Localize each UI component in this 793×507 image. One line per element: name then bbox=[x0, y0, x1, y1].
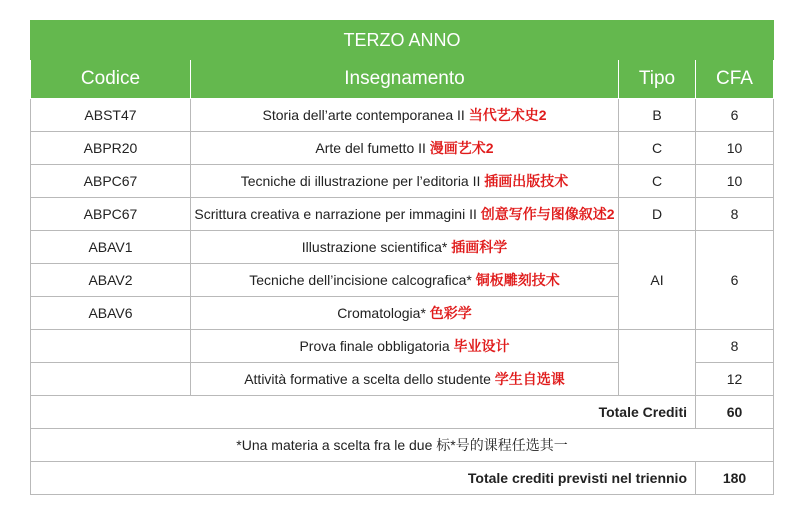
course-name-cn: 色彩学 bbox=[429, 305, 472, 321]
course-type bbox=[619, 330, 696, 396]
course-type: B bbox=[619, 99, 696, 132]
triennium-total-value: 180 bbox=[696, 462, 774, 495]
course-name bbox=[191, 198, 619, 231]
course-name bbox=[191, 99, 619, 132]
course-name-it: Illustrazione scientifica* bbox=[301, 239, 448, 255]
course-code: ABPC67 bbox=[31, 198, 191, 231]
total-credits-row bbox=[31, 396, 774, 429]
table-title: TERZO ANNO bbox=[31, 21, 774, 60]
course-name bbox=[191, 363, 619, 396]
course-name bbox=[191, 297, 619, 330]
table-row bbox=[31, 132, 774, 165]
course-name-cn: 毕业设计 bbox=[453, 338, 510, 354]
course-name bbox=[191, 165, 619, 198]
elective-cfa: 6 bbox=[696, 231, 774, 330]
course-type: C bbox=[619, 132, 696, 165]
course-code bbox=[31, 363, 191, 396]
course-name-cn: 创意写作与图像叙述2 bbox=[480, 206, 615, 222]
course-code: ABPR20 bbox=[31, 132, 191, 165]
elective-note: *Una materia a scelta fra le due 标*号的课程任选其一 bbox=[31, 429, 774, 462]
course-name-it: Tecniche di illustrazione per l’editoria II bbox=[240, 173, 481, 189]
course-code: ABAV6 bbox=[31, 297, 191, 330]
course-code bbox=[31, 330, 191, 363]
course-cfa: 8 bbox=[696, 198, 774, 231]
course-name-cn: 铜板雕刻技术 bbox=[475, 272, 560, 288]
table-row bbox=[31, 330, 774, 363]
course-type: D bbox=[619, 198, 696, 231]
course-name-cn: 学生自选课 bbox=[494, 371, 565, 387]
course-code: ABAV2 bbox=[31, 264, 191, 297]
course-name-it: Prova finale obbligatoria bbox=[299, 338, 450, 354]
course-code: ABST47 bbox=[31, 99, 191, 132]
course-cfa: 10 bbox=[696, 165, 774, 198]
note-row bbox=[31, 429, 774, 462]
table-row bbox=[31, 198, 774, 231]
header-subject: Insegnamento bbox=[191, 60, 619, 99]
course-code: ABAV1 bbox=[31, 231, 191, 264]
course-name-cn: 插画出版技术 bbox=[484, 173, 569, 189]
header-cfa: CFA bbox=[696, 60, 774, 99]
course-cfa: 6 bbox=[696, 99, 774, 132]
course-name-cn: 漫画艺术2 bbox=[429, 140, 494, 156]
header-type: Tipo bbox=[619, 60, 696, 99]
course-name-it: Attività formative a scelta dello studente bbox=[244, 371, 491, 387]
table-row bbox=[31, 165, 774, 198]
course-name-it: Scrittura creativa e narrazione per immagini II bbox=[194, 206, 477, 222]
course-name bbox=[191, 264, 619, 297]
triennium-total-row bbox=[31, 462, 774, 495]
course-name bbox=[191, 330, 619, 363]
study-plan-table bbox=[30, 20, 774, 495]
course-name-cn: 插画科学 bbox=[451, 239, 508, 255]
course-name-it: Storia dell’arte contemporanea II bbox=[262, 107, 465, 123]
course-name-it: Arte del fumetto II bbox=[315, 140, 426, 156]
course-type: C bbox=[619, 165, 696, 198]
course-cfa: 10 bbox=[696, 132, 774, 165]
course-name-it: Cromatologia* bbox=[337, 305, 426, 321]
table-row bbox=[31, 99, 774, 132]
course-name-it: Tecniche dell’incisione calcografica* bbox=[249, 272, 472, 288]
course-name-cn: 当代艺术史2 bbox=[468, 107, 547, 123]
header-code: Codice bbox=[31, 60, 191, 99]
course-name bbox=[191, 132, 619, 165]
triennium-total-label: Totale crediti previsti nel triennio bbox=[31, 462, 696, 495]
course-cfa: 12 bbox=[696, 363, 774, 396]
table-row bbox=[31, 231, 774, 264]
course-name bbox=[191, 231, 619, 264]
total-credits-label: Totale Crediti bbox=[31, 396, 696, 429]
elective-type: AI bbox=[619, 231, 696, 330]
total-credits-value: 60 bbox=[696, 396, 774, 429]
course-cfa: 8 bbox=[696, 330, 774, 363]
course-code: ABPC67 bbox=[31, 165, 191, 198]
